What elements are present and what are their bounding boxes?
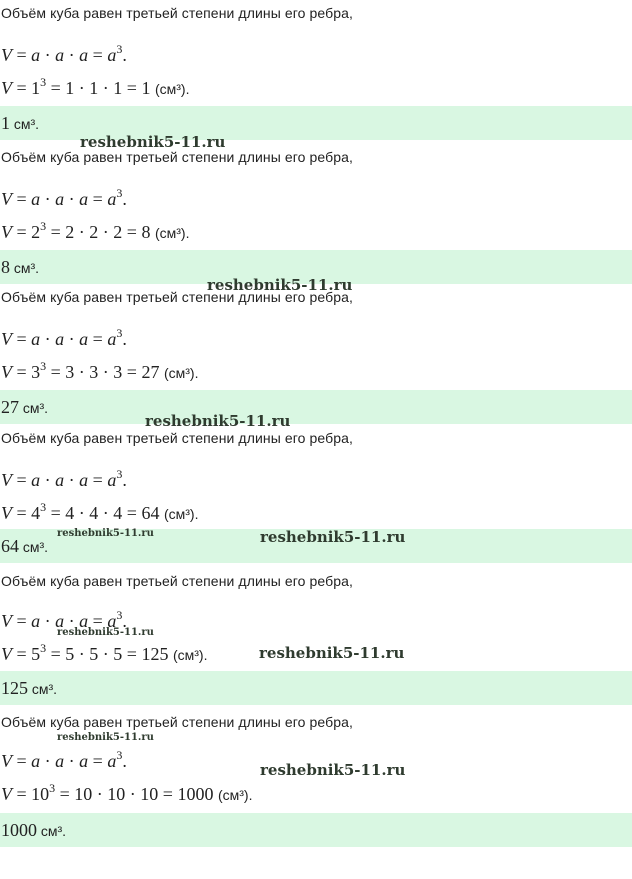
answer-unit: см³. [37, 823, 67, 839]
answer-unit: см³. [10, 260, 40, 276]
intro-text: Объём куба равен третьей степени длины его ребра, [1, 5, 354, 21]
watermark: reshebnik5-11.ru [260, 528, 406, 546]
intro-text: Объём куба равен третьей степени длины его ребра, [1, 289, 354, 305]
formula-calc: $V = 4^3 = 4 \cdot 4 \cdot 4 = 64$ (см³). [1, 500, 199, 523]
formula-general: $V = a \cdot a \cdot a = a^3$. [1, 326, 127, 349]
intro-text: Объём куба равен третьей степени длины его ребра, [1, 573, 354, 589]
formula-general: $V = a \cdot a \cdot a = a^3$. [1, 467, 127, 490]
watermark: reshebnik5-11.ru [259, 644, 405, 662]
answer-unit: см³. [28, 681, 58, 697]
formula-general: $V = a \cdot a \cdot a = a^3$. [1, 608, 127, 631]
answer-unit: см³. [19, 539, 49, 555]
answer-box [0, 671, 632, 705]
formula-general: $V = a \cdot a \cdot a = a^3$. [1, 42, 127, 65]
intro-text: Объём куба равен третьей степени длины его ребра, [1, 149, 354, 165]
answer-value: 8 [1, 257, 10, 277]
intro-text: Объём куба равен третьей степени длины его ребра, [1, 714, 354, 730]
answer-value: 125 [1, 678, 28, 698]
answer-value: 64 [1, 536, 19, 556]
watermark: reshebnik5-11.ru [57, 627, 154, 638]
formula-calc: $V = 2^3 = 2 \cdot 2 \cdot 2 = 8$ (см³). [1, 219, 190, 242]
watermark: reshebnik5-11.ru [145, 412, 291, 430]
intro-text: Объём куба равен третьей степени длины его ребра, [1, 430, 354, 446]
formula-calc: $V = 1^3 = 1 \cdot 1 \cdot 1 = 1$ (см³). [1, 75, 190, 98]
watermark: reshebnik5-11.ru [260, 761, 406, 779]
formula-general: $V = a \cdot a \cdot a = a^3$. [1, 748, 127, 771]
answer-value: 1 [1, 113, 10, 133]
answer-unit: см³. [10, 116, 40, 132]
answer-box [0, 813, 632, 847]
answer-unit: см³. [19, 400, 49, 416]
watermark: reshebnik5-11.ru [80, 133, 226, 151]
formula-calc: $V = 10^3 = 10 \cdot 10 \cdot 10 = 1000$ (см³). [1, 781, 253, 804]
watermark: reshebnik5-11.ru [207, 276, 353, 294]
answer-value: 1000 [1, 820, 37, 840]
formula-calc: $V = 3^3 = 3 \cdot 3 \cdot 3 = 27$ (см³). [1, 359, 199, 382]
watermark: reshebnik5-11.ru [57, 528, 154, 539]
formula-general: $V = a \cdot a \cdot a = a^3$. [1, 186, 127, 209]
answer-box [0, 390, 632, 424]
watermark: reshebnik5-11.ru [57, 732, 154, 743]
answer-value: 27 [1, 397, 19, 417]
formula-calc: $V = 5^3 = 5 \cdot 5 \cdot 5 = 125$ (см³). [1, 641, 208, 664]
